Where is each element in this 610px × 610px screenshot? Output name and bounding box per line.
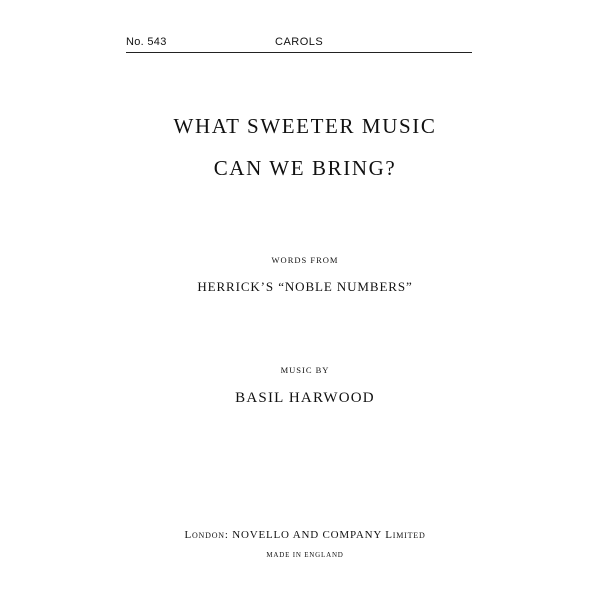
made-in-line: MADE IN ENGLAND — [266, 551, 344, 559]
music-by-label: MUSIC BY — [280, 365, 330, 375]
series-category: CAROLS — [275, 36, 324, 48]
header-rule — [126, 52, 472, 53]
composer-name: BASIL HARWOOD — [235, 390, 375, 406]
publisher-line: London: NOVELLO AND COMPANY Limited — [184, 529, 426, 541]
words-from-label: WORDS FROM — [271, 255, 339, 265]
cover-header — [126, 35, 476, 51]
catalogue-number: No. 543 — [126, 36, 167, 48]
title-line-1: WHAT SWEETER MUSIC — [173, 114, 437, 138]
title-line-2: CAN WE BRING? — [213, 156, 397, 180]
words-source: HERRICK’S “NOBLE NUMBERS” — [197, 279, 413, 294]
